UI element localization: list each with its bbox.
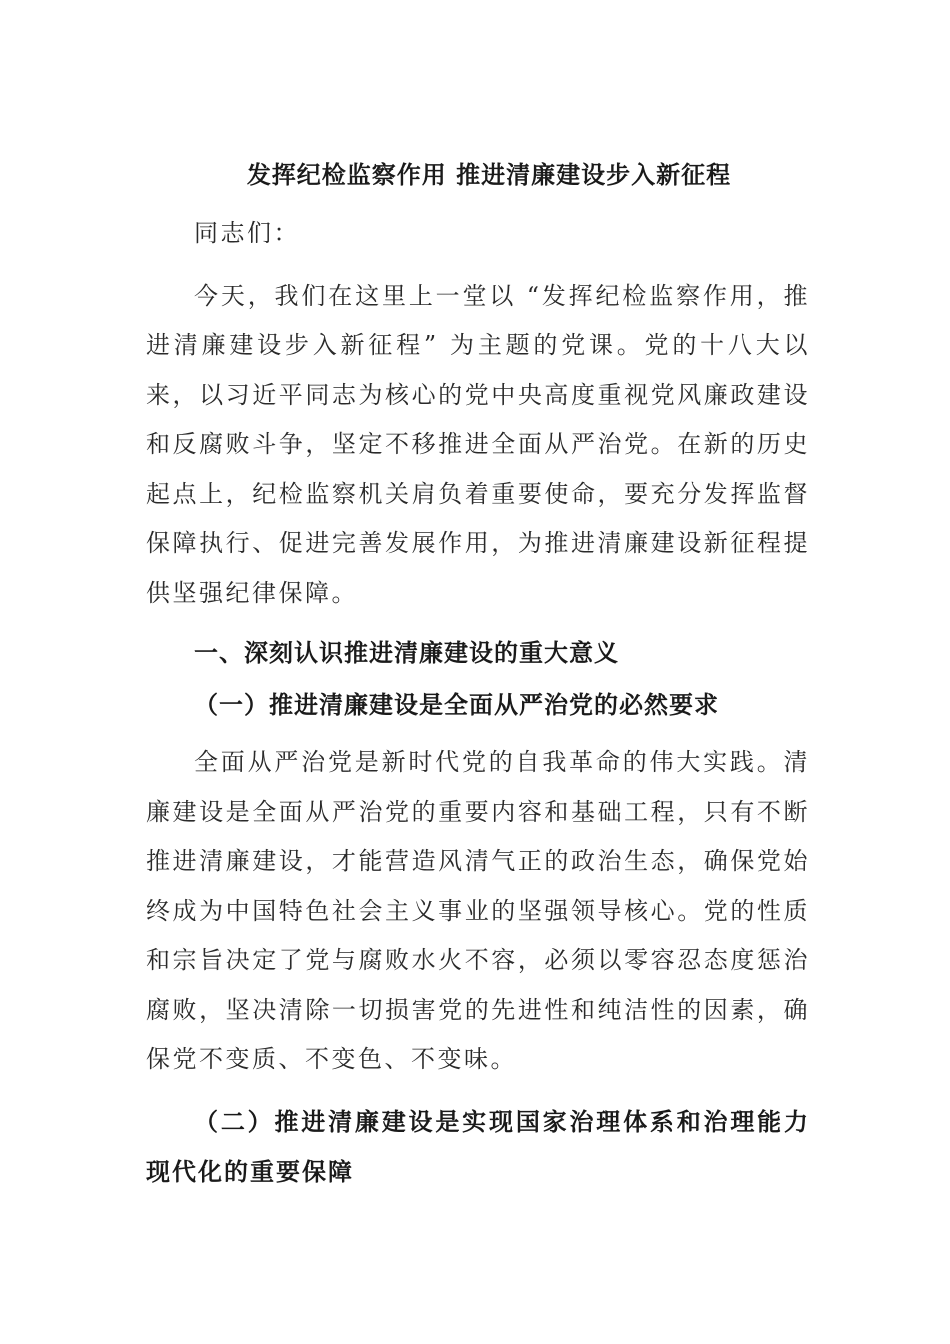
subsection-2-heading: （二）推进清廉建设是实现国家治理体系和治理能力现代化的重要保障	[146, 1107, 810, 1186]
greeting: 同志们：	[194, 219, 300, 247]
document-body	[146, 152, 810, 1197]
document-title: 发挥纪检监察作用 推进清廉建设步入新征程	[246, 161, 732, 189]
section-1-heading: 一、深刻认识推进清廉建设的重大意义	[194, 639, 619, 667]
intro-paragraph: 今天，我们在这里上一堂以 “发挥纪检监察作用，推进清廉建设步入新征程” 为主题的党课。党的十八大以来，以习近平同志为核心的党中央高度重视党风廉政建设和反腐败斗争，坚定不移推进全面从严治党。在新的历史起点上，纪检监察机关肩负着重要使命，要充分发挥监督保障执行、促进完善发展作用，为推进清廉建设新征程提供坚强纪律保障。	[146, 281, 810, 607]
subsection-1-heading: （一）推进清廉建设是全面从严治党的必然要求	[194, 691, 719, 719]
subsection-1-paragraph: 全面从严治党是新时代党的自我革命的伟大实践。清廉建设是全面从严治党的重要内容和基础工程，只有不断推进清廉建设，才能营造风清气正的政治生态，确保党始终成为中国特色社会主义事业的坚强领导核心。党的性质和宗旨决定了党与腐败水火不容，必须以零容忍态度惩治腐败，坚决清除一切损害党的先进性和纯洁性的因素，确保党不变质、不变色、不变味。	[146, 748, 810, 1073]
